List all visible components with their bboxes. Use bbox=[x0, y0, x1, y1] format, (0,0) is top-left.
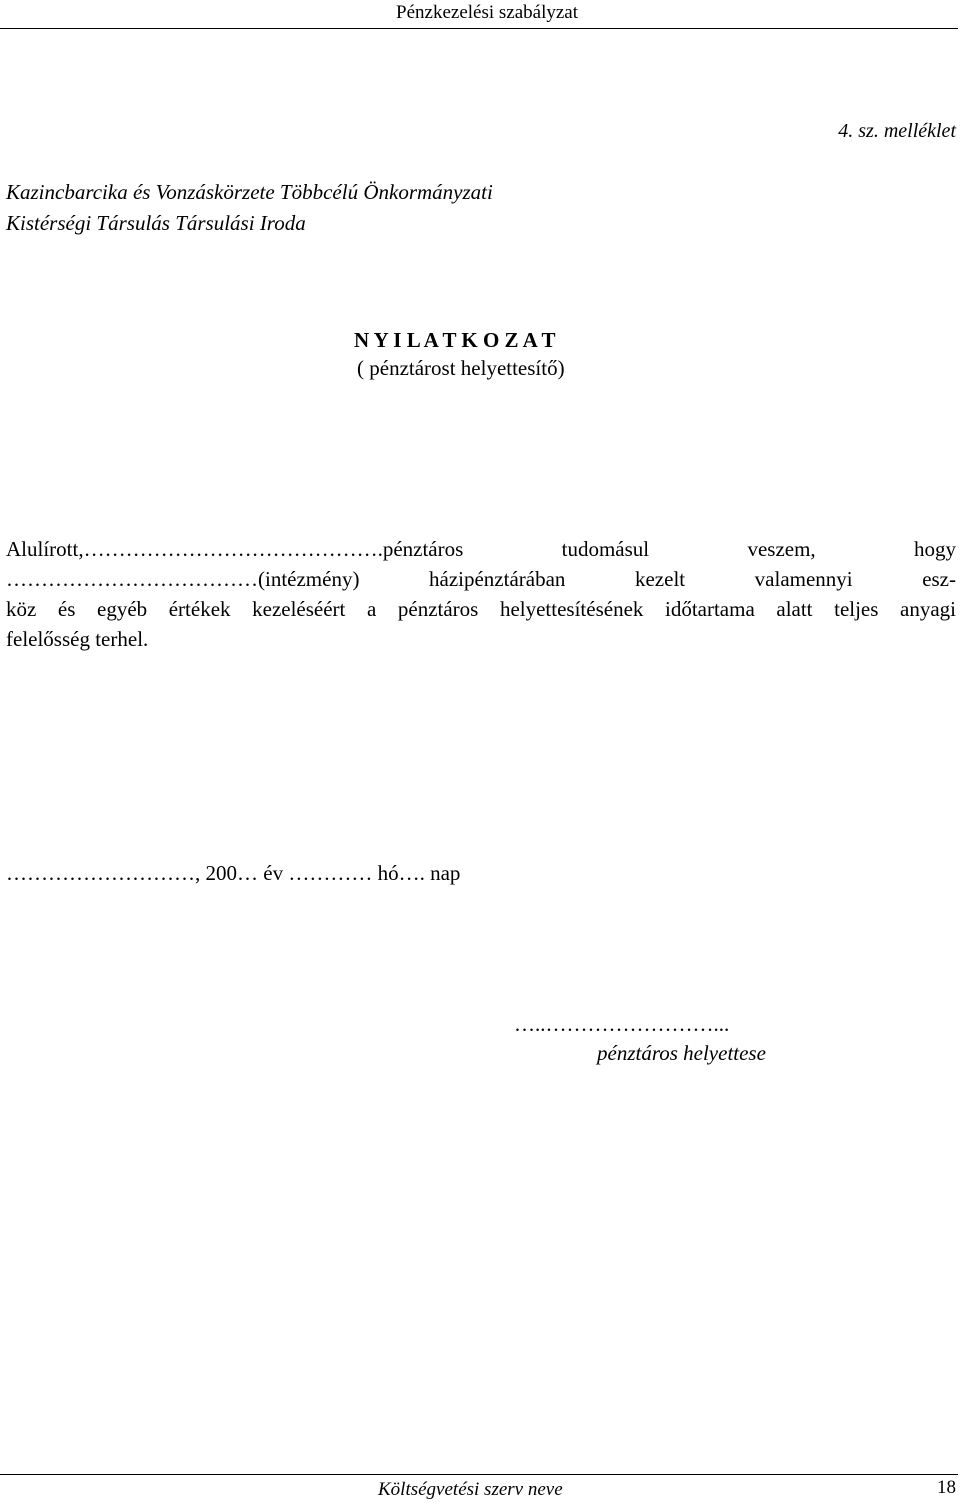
footer-divider bbox=[0, 1474, 958, 1475]
organization-line-1: Kazincbarcika és Vonzáskörzete Többcélú Önkormányzati bbox=[6, 180, 493, 204]
statement-line-2: ………………………………(intézmény) házipénztárában kezelt valamennyi esz- bbox=[6, 567, 956, 591]
statement-line-1: Alulírott,…………………………………….pénztáros tudomásul veszem, hogy bbox=[6, 537, 956, 561]
header-divider bbox=[0, 28, 958, 29]
organization-block bbox=[6, 177, 493, 239]
document-subtitle: ( pénztárost helyettesítő) bbox=[357, 356, 565, 380]
annex-label: 4. sz. melléklet bbox=[838, 120, 956, 142]
statement-paragraph bbox=[6, 534, 956, 654]
document-title: N Y I L A T K O Z A T bbox=[354, 328, 556, 352]
organization-line-2: Kistérségi Társulás Társulási Iroda bbox=[6, 211, 306, 235]
signature-label: pénztáros helyettese bbox=[597, 1041, 766, 1065]
statement-line-3: köz és egyéb értékek kezeléséért a pénztáros helyettesítésének időtartama alatt teljes anyagi bbox=[6, 597, 956, 621]
date-line: ………………………, 200… év ………… hó…. nap bbox=[6, 861, 461, 885]
footer-institution: Költségvetési szerv neve bbox=[378, 1479, 563, 1500]
page-number: 18 bbox=[937, 1477, 956, 1498]
statement-line-4: felelősség terhel. bbox=[6, 627, 149, 651]
page-header bbox=[0, 0, 960, 30]
header-title: Pénzkezelési szabályzat bbox=[396, 2, 578, 23]
signature-line: …..……………………... bbox=[514, 1012, 730, 1036]
